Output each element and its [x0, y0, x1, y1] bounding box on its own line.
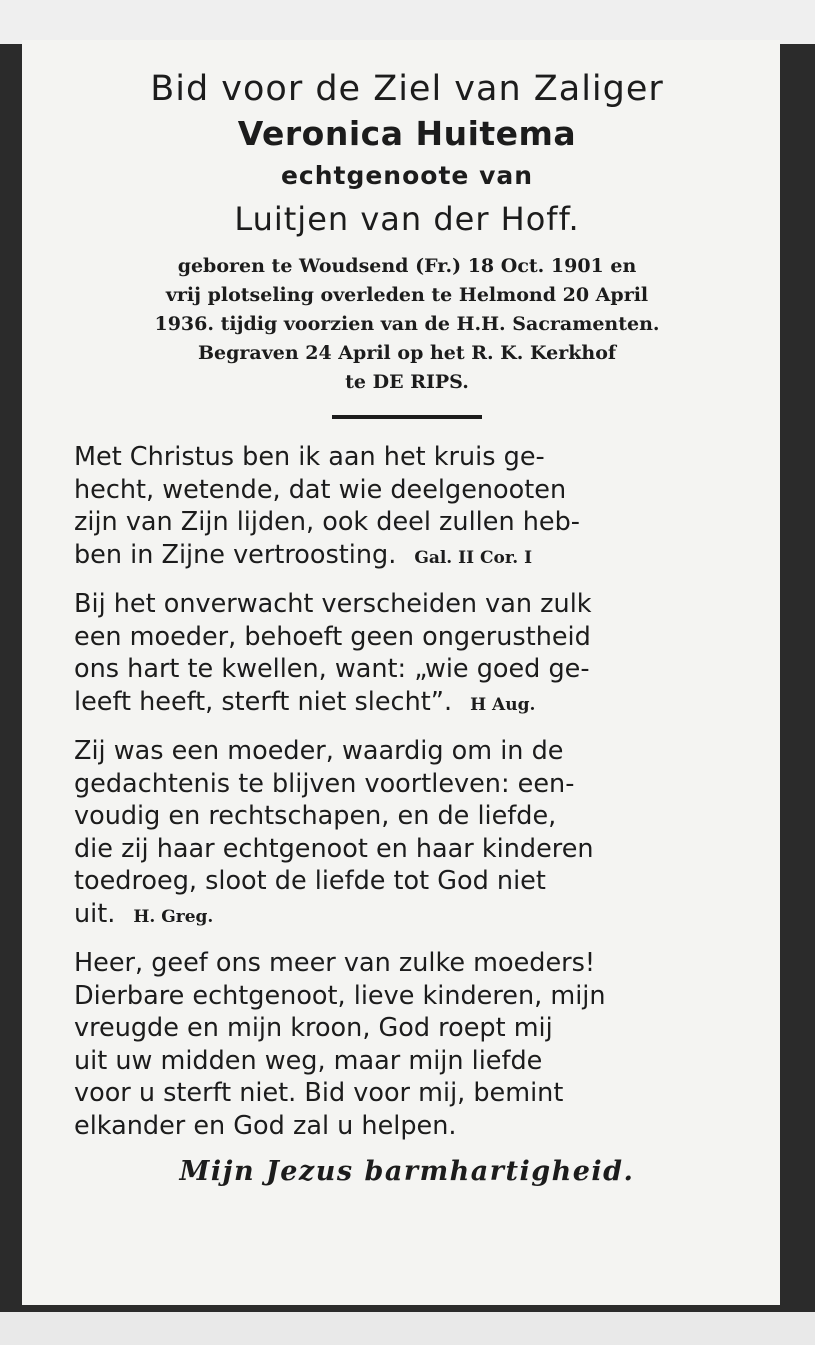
life-details [74, 252, 740, 397]
text-line: zijn van Zijn lijden, ook deel zullen heb- [74, 507, 580, 537]
scripture-paragraph [74, 441, 740, 574]
detail-line: te DE RIPS. [345, 371, 469, 393]
text-line: voudig en rechtschapen, en de liefde, [74, 801, 557, 831]
text-line: een moeder, behoeft geen ongerustheid [74, 621, 591, 652]
text-line: Met Christus ben ik aan het kruis ge- [74, 442, 545, 472]
text-line: uit uw midden weg, maar mijn liefde [74, 1045, 543, 1076]
text-line [74, 686, 740, 722]
scan-top-margin [0, 0, 815, 44]
text-line: vreugde en mijn kroon, God roept mij [74, 1013, 553, 1043]
scripture-reference: Gal. II Cor. I [414, 547, 533, 568]
text-line: die zij haar echtgenoot en haar kinderen [74, 833, 594, 864]
text-line: hecht, wetende, dat wie deelgenooten [74, 474, 567, 505]
quote-reference: H Aug. [470, 694, 536, 715]
text-line-content: uit. [74, 898, 116, 929]
text-line: toedroeg, sloot de liefde tot God niet [74, 866, 546, 896]
text-line: gedachtenis te blijven voortleven: een- [74, 768, 575, 799]
text-line: Heer, geef ons meer van zulke moeders! [74, 948, 596, 978]
divider-rule [332, 415, 482, 419]
detail-line: vrij plotseling overleden te Helmond 20 April [165, 284, 649, 306]
deceased-name: Veronica Huitema [237, 114, 577, 153]
text-line-content: leeft heeft, sterft niet slecht”. [74, 686, 453, 717]
quote-reference: H. Greg. [133, 906, 214, 927]
spouse-name: Luitjen van der Hoff. [234, 200, 580, 238]
gregory-paragraph [74, 735, 740, 933]
memorial-card [22, 40, 780, 1305]
scan-bottom-margin [0, 1312, 815, 1345]
text-line: ons hart te kwellen, want: „wie goed ge- [74, 654, 590, 684]
closing-prayer: Mijn Jezus barmhartigheid. [179, 1156, 635, 1187]
detail-line: 1936. tijdig voorzien van de H.H. Sacramenten. [154, 313, 660, 335]
relation-text: echtgenoote van [280, 161, 534, 190]
text-line: voor u sterft niet. Bid voor mij, bemint [74, 1078, 564, 1108]
text-line: Dierbare echtgenoot, lieve kinderen, mijn [74, 980, 606, 1011]
text-line: elkander en God zal u helpen. [74, 1110, 457, 1141]
prayer-heading: Bid voor de Ziel van Zaliger [150, 69, 664, 109]
farewell-paragraph [74, 947, 740, 1142]
text-line [74, 898, 740, 934]
detail-line: geboren te Woudsend (Fr.) 18 Oct. 1901 en [177, 255, 637, 277]
text-line [74, 539, 740, 575]
detail-line: Begraven 24 April op het R. K. Kerkhof [197, 342, 617, 364]
augustine-paragraph [74, 588, 740, 721]
text-line: Bij het onverwacht verscheiden van zulk [74, 589, 592, 619]
text-line: Zij was een moeder, waardig om in de [74, 736, 564, 766]
text-line-content: ben in Zijne vertroosting. [74, 539, 397, 570]
